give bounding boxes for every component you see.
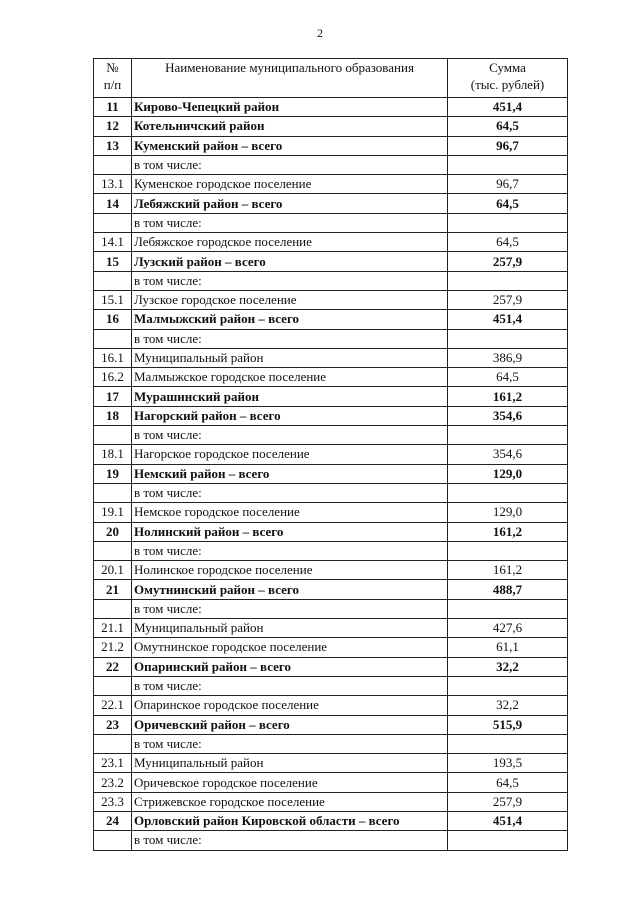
row-sum-cell: 427,6 (448, 619, 568, 638)
table-row (94, 348, 568, 367)
row-number-cell: 16.2 (94, 368, 132, 387)
table-row (94, 754, 568, 773)
row-name-cell: Лузский район – всего (132, 252, 448, 271)
row-sum-cell: 161,2 (448, 561, 568, 580)
row-name-cell: в том числе: (132, 329, 448, 348)
row-number-cell: 21 (94, 580, 132, 599)
row-name-cell: Нагорское городское поселение (132, 445, 448, 464)
row-number-cell: 15 (94, 252, 132, 271)
row-number-cell (94, 155, 132, 174)
row-sum-cell: 32,2 (448, 696, 568, 715)
table-row (94, 252, 568, 271)
table-row (94, 406, 568, 425)
row-sum-cell: 161,2 (448, 387, 568, 406)
row-name-cell: Нолинский район – всего (132, 522, 448, 541)
row-name-cell: Муниципальный район (132, 619, 448, 638)
row-number-cell: 15.1 (94, 290, 132, 309)
row-number-cell: 20 (94, 522, 132, 541)
row-name-cell: Лузское городское поселение (132, 290, 448, 309)
row-name-cell: Немский район – всего (132, 464, 448, 483)
row-number-cell: 22 (94, 657, 132, 676)
row-name-cell: Оричевский район – всего (132, 715, 448, 734)
table-row (94, 117, 568, 136)
table-row (94, 155, 568, 174)
row-name-cell: в том числе: (132, 155, 448, 174)
row-number-cell (94, 271, 132, 290)
table-row (94, 638, 568, 657)
row-name-cell: Лебяжское городское поселение (132, 233, 448, 252)
table-row (94, 445, 568, 464)
row-number-cell: 16 (94, 310, 132, 329)
row-sum-cell: 386,9 (448, 348, 568, 367)
table-row (94, 387, 568, 406)
table-row (94, 715, 568, 734)
row-sum-cell: 64,5 (448, 368, 568, 387)
row-number-cell (94, 483, 132, 502)
row-name-cell: Мурашинский район (132, 387, 448, 406)
row-name-cell: Лебяжский район – всего (132, 194, 448, 213)
row-name-cell: в том числе: (132, 734, 448, 753)
row-sum-cell: 354,6 (448, 445, 568, 464)
row-name-cell: в том числе: (132, 676, 448, 695)
row-sum-cell: 451,4 (448, 310, 568, 329)
row-sum-cell: 61,1 (448, 638, 568, 657)
header-name: Наименование муниципального образования (132, 59, 448, 98)
row-number-cell: 11 (94, 98, 132, 117)
row-name-cell: Котельничский район (132, 117, 448, 136)
table-row (94, 599, 568, 618)
row-number-cell (94, 831, 132, 850)
row-sum-cell: 64,5 (448, 194, 568, 213)
header-sum-line1: Сумма (489, 60, 526, 75)
table-row (94, 194, 568, 213)
header-number (94, 59, 132, 98)
row-sum-cell: 257,9 (448, 252, 568, 271)
table-row (94, 831, 568, 850)
row-sum-cell: 64,5 (448, 233, 568, 252)
row-number-cell: 14 (94, 194, 132, 213)
table-row (94, 98, 568, 117)
table-row (94, 734, 568, 753)
page-number: 2 (317, 26, 323, 40)
row-number-cell: 23.2 (94, 773, 132, 792)
row-number-cell (94, 213, 132, 232)
row-number-cell: 14.1 (94, 233, 132, 252)
row-name-cell: Немское городское поселение (132, 503, 448, 522)
row-number-cell: 13.1 (94, 175, 132, 194)
table-row (94, 580, 568, 599)
row-number-cell: 12 (94, 117, 132, 136)
row-sum-cell: 451,4 (448, 98, 568, 117)
row-number-cell: 18 (94, 406, 132, 425)
row-number-cell: 21.2 (94, 638, 132, 657)
table-row (94, 696, 568, 715)
table-row (94, 213, 568, 232)
table-row (94, 541, 568, 560)
row-sum-cell: 32,2 (448, 657, 568, 676)
row-sum-cell (448, 541, 568, 560)
row-sum-cell: 193,5 (448, 754, 568, 773)
row-sum-cell: 129,0 (448, 464, 568, 483)
row-sum-cell (448, 734, 568, 753)
table-header-row (94, 59, 568, 98)
row-sum-cell: 64,5 (448, 117, 568, 136)
row-name-cell: в том числе: (132, 831, 448, 850)
row-number-cell: 16.1 (94, 348, 132, 367)
table-row (94, 483, 568, 502)
row-sum-cell: 515,9 (448, 715, 568, 734)
row-name-cell: Малмыжское городское поселение (132, 368, 448, 387)
row-name-cell: Омутнинский район – всего (132, 580, 448, 599)
row-name-cell: в том числе: (132, 271, 448, 290)
row-number-cell: 21.1 (94, 619, 132, 638)
row-number-cell: 19.1 (94, 503, 132, 522)
row-name-cell: Куменский район – всего (132, 136, 448, 155)
row-sum-cell (448, 483, 568, 502)
row-number-cell: 23.1 (94, 754, 132, 773)
row-name-cell: Муниципальный район (132, 348, 448, 367)
row-number-cell: 13 (94, 136, 132, 155)
table-row (94, 811, 568, 830)
row-name-cell: в том числе: (132, 426, 448, 445)
table-row (94, 522, 568, 541)
row-name-cell: в том числе: (132, 213, 448, 232)
row-number-cell: 20.1 (94, 561, 132, 580)
row-name-cell: Куменское городское поселение (132, 175, 448, 194)
table-row (94, 368, 568, 387)
row-number-cell (94, 329, 132, 348)
table-row (94, 773, 568, 792)
row-name-cell: Малмыжский район – всего (132, 310, 448, 329)
table-row (94, 464, 568, 483)
row-sum-cell (448, 271, 568, 290)
row-sum-cell (448, 329, 568, 348)
header-sum (448, 59, 568, 98)
header-sum-line2: (тыс. рублей) (470, 77, 545, 92)
table-row (94, 426, 568, 445)
row-sum-cell (448, 426, 568, 445)
row-sum-cell: 64,5 (448, 773, 568, 792)
table-row (94, 561, 568, 580)
row-name-cell: в том числе: (132, 541, 448, 560)
row-name-cell: в том числе: (132, 483, 448, 502)
row-sum-cell: 161,2 (448, 522, 568, 541)
table-row (94, 271, 568, 290)
row-number-cell: 23.3 (94, 792, 132, 811)
row-sum-cell (448, 599, 568, 618)
table-row (94, 310, 568, 329)
row-number-cell (94, 599, 132, 618)
row-name-cell: Стрижевское городское поселение (132, 792, 448, 811)
row-sum-cell: 257,9 (448, 290, 568, 309)
row-sum-cell: 129,0 (448, 503, 568, 522)
table-row (94, 290, 568, 309)
table-row (94, 233, 568, 252)
row-name-cell: Нагорский район – всего (132, 406, 448, 425)
row-sum-cell: 451,4 (448, 811, 568, 830)
row-sum-cell: 354,6 (448, 406, 568, 425)
row-name-cell: Орловский район Кировской области – всего (132, 811, 448, 830)
table-row (94, 676, 568, 695)
row-number-cell: 23 (94, 715, 132, 734)
table-row (94, 329, 568, 348)
row-number-cell: 17 (94, 387, 132, 406)
row-number-cell: 22.1 (94, 696, 132, 715)
row-number-cell (94, 676, 132, 695)
row-name-cell: Опаринский район – всего (132, 657, 448, 676)
table-row (94, 619, 568, 638)
row-number-cell (94, 541, 132, 560)
row-sum-cell (448, 676, 568, 695)
row-name-cell: в том числе: (132, 599, 448, 618)
row-sum-cell (448, 213, 568, 232)
row-sum-cell (448, 155, 568, 174)
table-row (94, 503, 568, 522)
row-name-cell: Опаринское городское поселение (132, 696, 448, 715)
row-name-cell: Нолинское городское поселение (132, 561, 448, 580)
row-sum-cell (448, 831, 568, 850)
table-row (94, 657, 568, 676)
row-sum-cell: 488,7 (448, 580, 568, 599)
row-name-cell: Муниципальный район (132, 754, 448, 773)
row-name-cell: Кирово-Чепецкий район (132, 98, 448, 117)
row-sum-cell: 96,7 (448, 136, 568, 155)
table-row (94, 136, 568, 155)
allocation-table (93, 58, 568, 851)
row-number-cell: 24 (94, 811, 132, 830)
table-row (94, 175, 568, 194)
row-number-cell (94, 426, 132, 445)
table-row (94, 792, 568, 811)
row-number-cell (94, 734, 132, 753)
header-number-line2: п/п (103, 77, 122, 92)
row-number-cell: 18.1 (94, 445, 132, 464)
row-number-cell: 19 (94, 464, 132, 483)
row-name-cell: Оричевское городское поселение (132, 773, 448, 792)
row-sum-cell: 257,9 (448, 792, 568, 811)
table-body (94, 98, 568, 851)
header-number-line1: № (106, 60, 119, 75)
row-sum-cell: 96,7 (448, 175, 568, 194)
row-name-cell: Омутнинское городское поселение (132, 638, 448, 657)
